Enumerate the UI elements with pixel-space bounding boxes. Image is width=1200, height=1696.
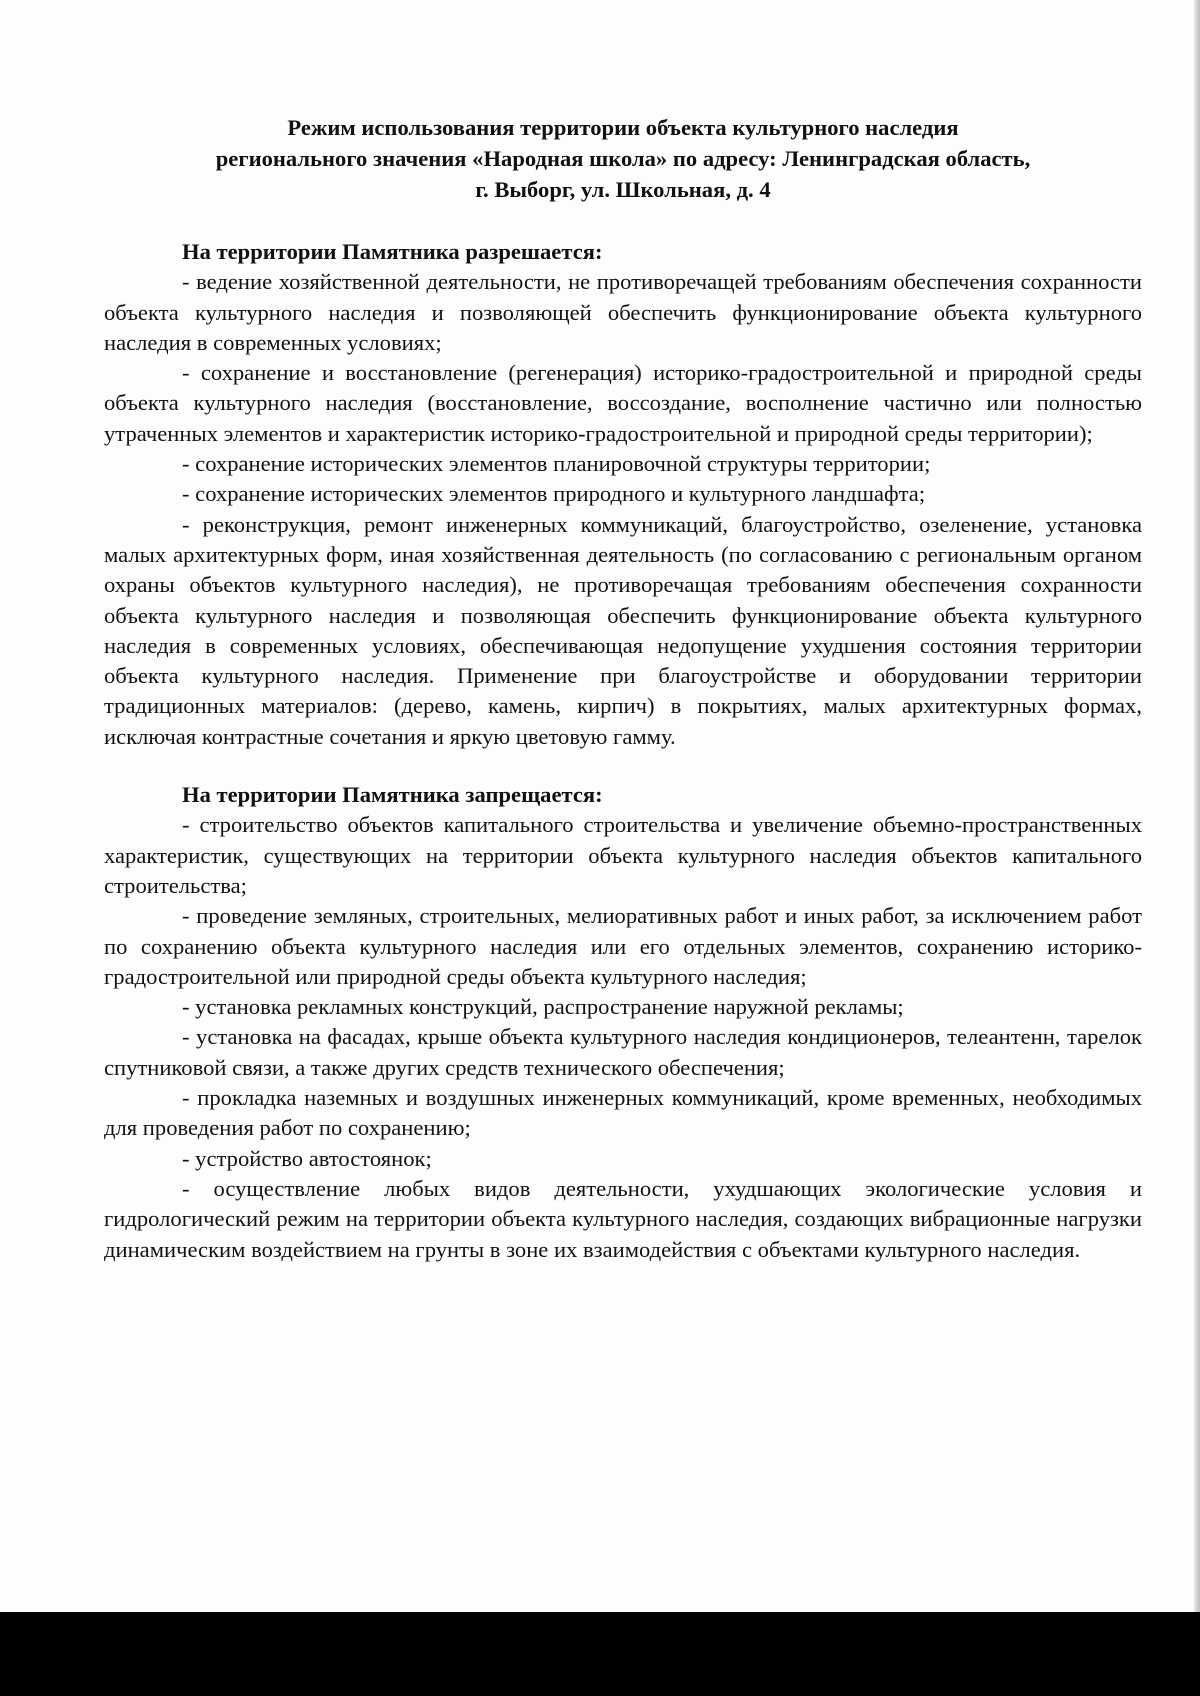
allowed-section xyxy=(104,237,1142,752)
allowed-item-2: - сохранение и восстановление (регенерация) историко-градостроительной и природной среды объекта культурного наследия (восстановление, воссоздание, восполнение частично или полностью утраченных элементов и характеристик историко-градостроительной и природной среды территории); xyxy=(104,360,1142,446)
allowed-item-1: - ведение хозяйственной деятельности, не противоречащей требованиям обеспечения сохранности объекта культурного наследия и позволяющей обеспечить функционирование объекта культурного наследия в современных условиях; xyxy=(104,269,1142,355)
prohibited-item-1: - строительство объектов капитального строительства и увеличение объемно-пространственных характеристик, существующих на территории объекта культурного наследия объектов капитального строительства; xyxy=(104,812,1142,898)
document-body xyxy=(104,112,1142,1265)
prohibited-item-7: - осуществление любых видов деятельности, ухудшающих экологические условия и гидрологический режим на территории объекта культурного наследия, создающих вибрационные нагрузки динамическим воздействием на грунты в зоне их взаимодействия с объектами культурного наследия. xyxy=(104,1175,1142,1262)
prohibited-item-4: - установка на фасадах, крыше объекта культурного наследия кондиционеров, телеантенн, тарелок спутниковой связи, а также других средств технического обеспечения; xyxy=(104,1024,1142,1080)
allowed-heading: На территории Памятника разрешается: xyxy=(182,239,603,264)
prohibited-section xyxy=(104,780,1142,1265)
prohibited-item-2: - проведение земляных, строительных, мелиоративных работ и иных работ, за исключением работ по сохранению объекта культурного наследия или его отдельных элементов, сохранению историко-градостроительной или природной среды объекта культурного наследия; xyxy=(104,903,1142,989)
title-line-1: Режим использования территории объекта культурного наследия xyxy=(287,115,959,140)
document-title xyxy=(104,112,1142,205)
prohibited-item-5: - прокладка наземных и воздушных инженерных коммуникаций, кроме временных, необходимых для проведения работ по сохранению; xyxy=(104,1085,1142,1141)
prohibited-heading: На территории Памятника запрещается: xyxy=(182,782,603,808)
prohibited-item-3: - установка рекламных конструкций, распространение наружной рекламы; xyxy=(182,994,904,1020)
allowed-item-4: - сохранение исторических элементов природного и культурного ландшафта; xyxy=(182,481,926,507)
title-line-2: регионального значения «Народная школа» по адресу: Ленинградская область, xyxy=(215,146,1031,171)
allowed-item-3: - сохранение исторических элементов планировочной структуры территории; xyxy=(182,451,931,477)
scan-right-edge xyxy=(1194,0,1200,1612)
prohibited-item-6: - устройство автостоянок; xyxy=(182,1145,432,1171)
scan-bottom-border xyxy=(0,1612,1200,1696)
title-line-3: г. Выборг, ул. Школьная, д. 4 xyxy=(475,177,771,202)
allowed-item-5: - реконструкция, ремонт инженерных коммуникаций, благоустройство, озеленение, установка малых архитектурных форм, иная хозяйственная деятельность (по согласованию с региональным органом охраны объектов культурного наследия), не противоречащая требованиям обеспечения сохранности объекта культурного наследия и позволяющая обеспечить функционирование объекта культурного наследия в современных условиях, обеспечивающая недопущение ухудшения состояния территории объекта культурного наследия. Применение при благоустройстве и оборудовании территории традиционных материалов: (дерево, камень, кирпич) в покрытиях, малых архитектурных формах, исключая контрастные сочетания и яркую цветовую гамму. xyxy=(104,511,1142,749)
